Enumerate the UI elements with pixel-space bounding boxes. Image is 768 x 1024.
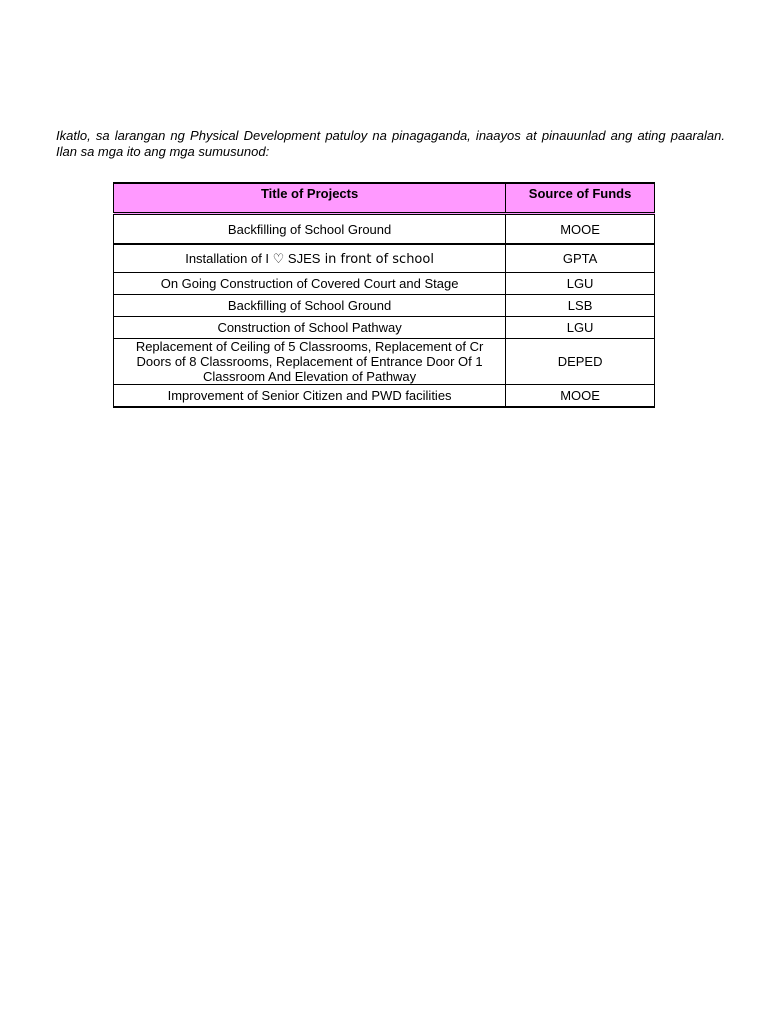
project-title-cell: Backfilling of School Ground <box>114 214 506 245</box>
table-row <box>114 317 655 339</box>
project-title-cell: Construction of School Pathway <box>114 317 506 339</box>
header-title-of-projects: Title of Projects <box>114 183 506 214</box>
table-row <box>114 273 655 295</box>
table-row <box>114 339 655 385</box>
intro-paragraph: Ikatlo, sa larangan ng Physical Development patuloy na pinagaganda, inaayos at pinauunlad ang ating paaralan. Ilan sa mga ito ang mga sumusunod: <box>56 128 725 159</box>
fund-source-cell: DEPED <box>506 339 655 385</box>
project-title-cell: Backfilling of School Ground <box>114 295 506 317</box>
project-title-cell: Improvement of Senior Citizen and PWD facilities <box>114 385 506 408</box>
table-row <box>114 214 655 245</box>
table-row <box>114 295 655 317</box>
projects-table <box>113 182 655 408</box>
project-title-cell: Replacement of Ceiling of 5 Classrooms, Replacement of Cr Doors of 8 Classrooms, Replacement of Entrance Door Of 1 Classroom And Elevation of Pathway <box>114 339 506 385</box>
project-title-cell: On Going Construction of Covered Court and Stage <box>114 273 506 295</box>
project-title-cell <box>114 244 506 273</box>
project-title-prefix: Installation of I ♡ SJES <box>185 250 321 266</box>
fund-source-cell: LSB <box>506 295 655 317</box>
fund-source-cell: GPTA <box>506 244 655 273</box>
fund-source-cell: LGU <box>506 273 655 295</box>
header-source-of-funds: Source of Funds <box>506 183 655 214</box>
fund-source-cell: LGU <box>506 317 655 339</box>
fund-source-cell: MOOE <box>506 385 655 408</box>
table-row <box>114 244 655 273</box>
table-row <box>114 385 655 408</box>
table-header-row <box>114 183 655 214</box>
fund-source-cell: MOOE <box>506 214 655 245</box>
project-title-suffix: in front of school <box>320 251 434 267</box>
